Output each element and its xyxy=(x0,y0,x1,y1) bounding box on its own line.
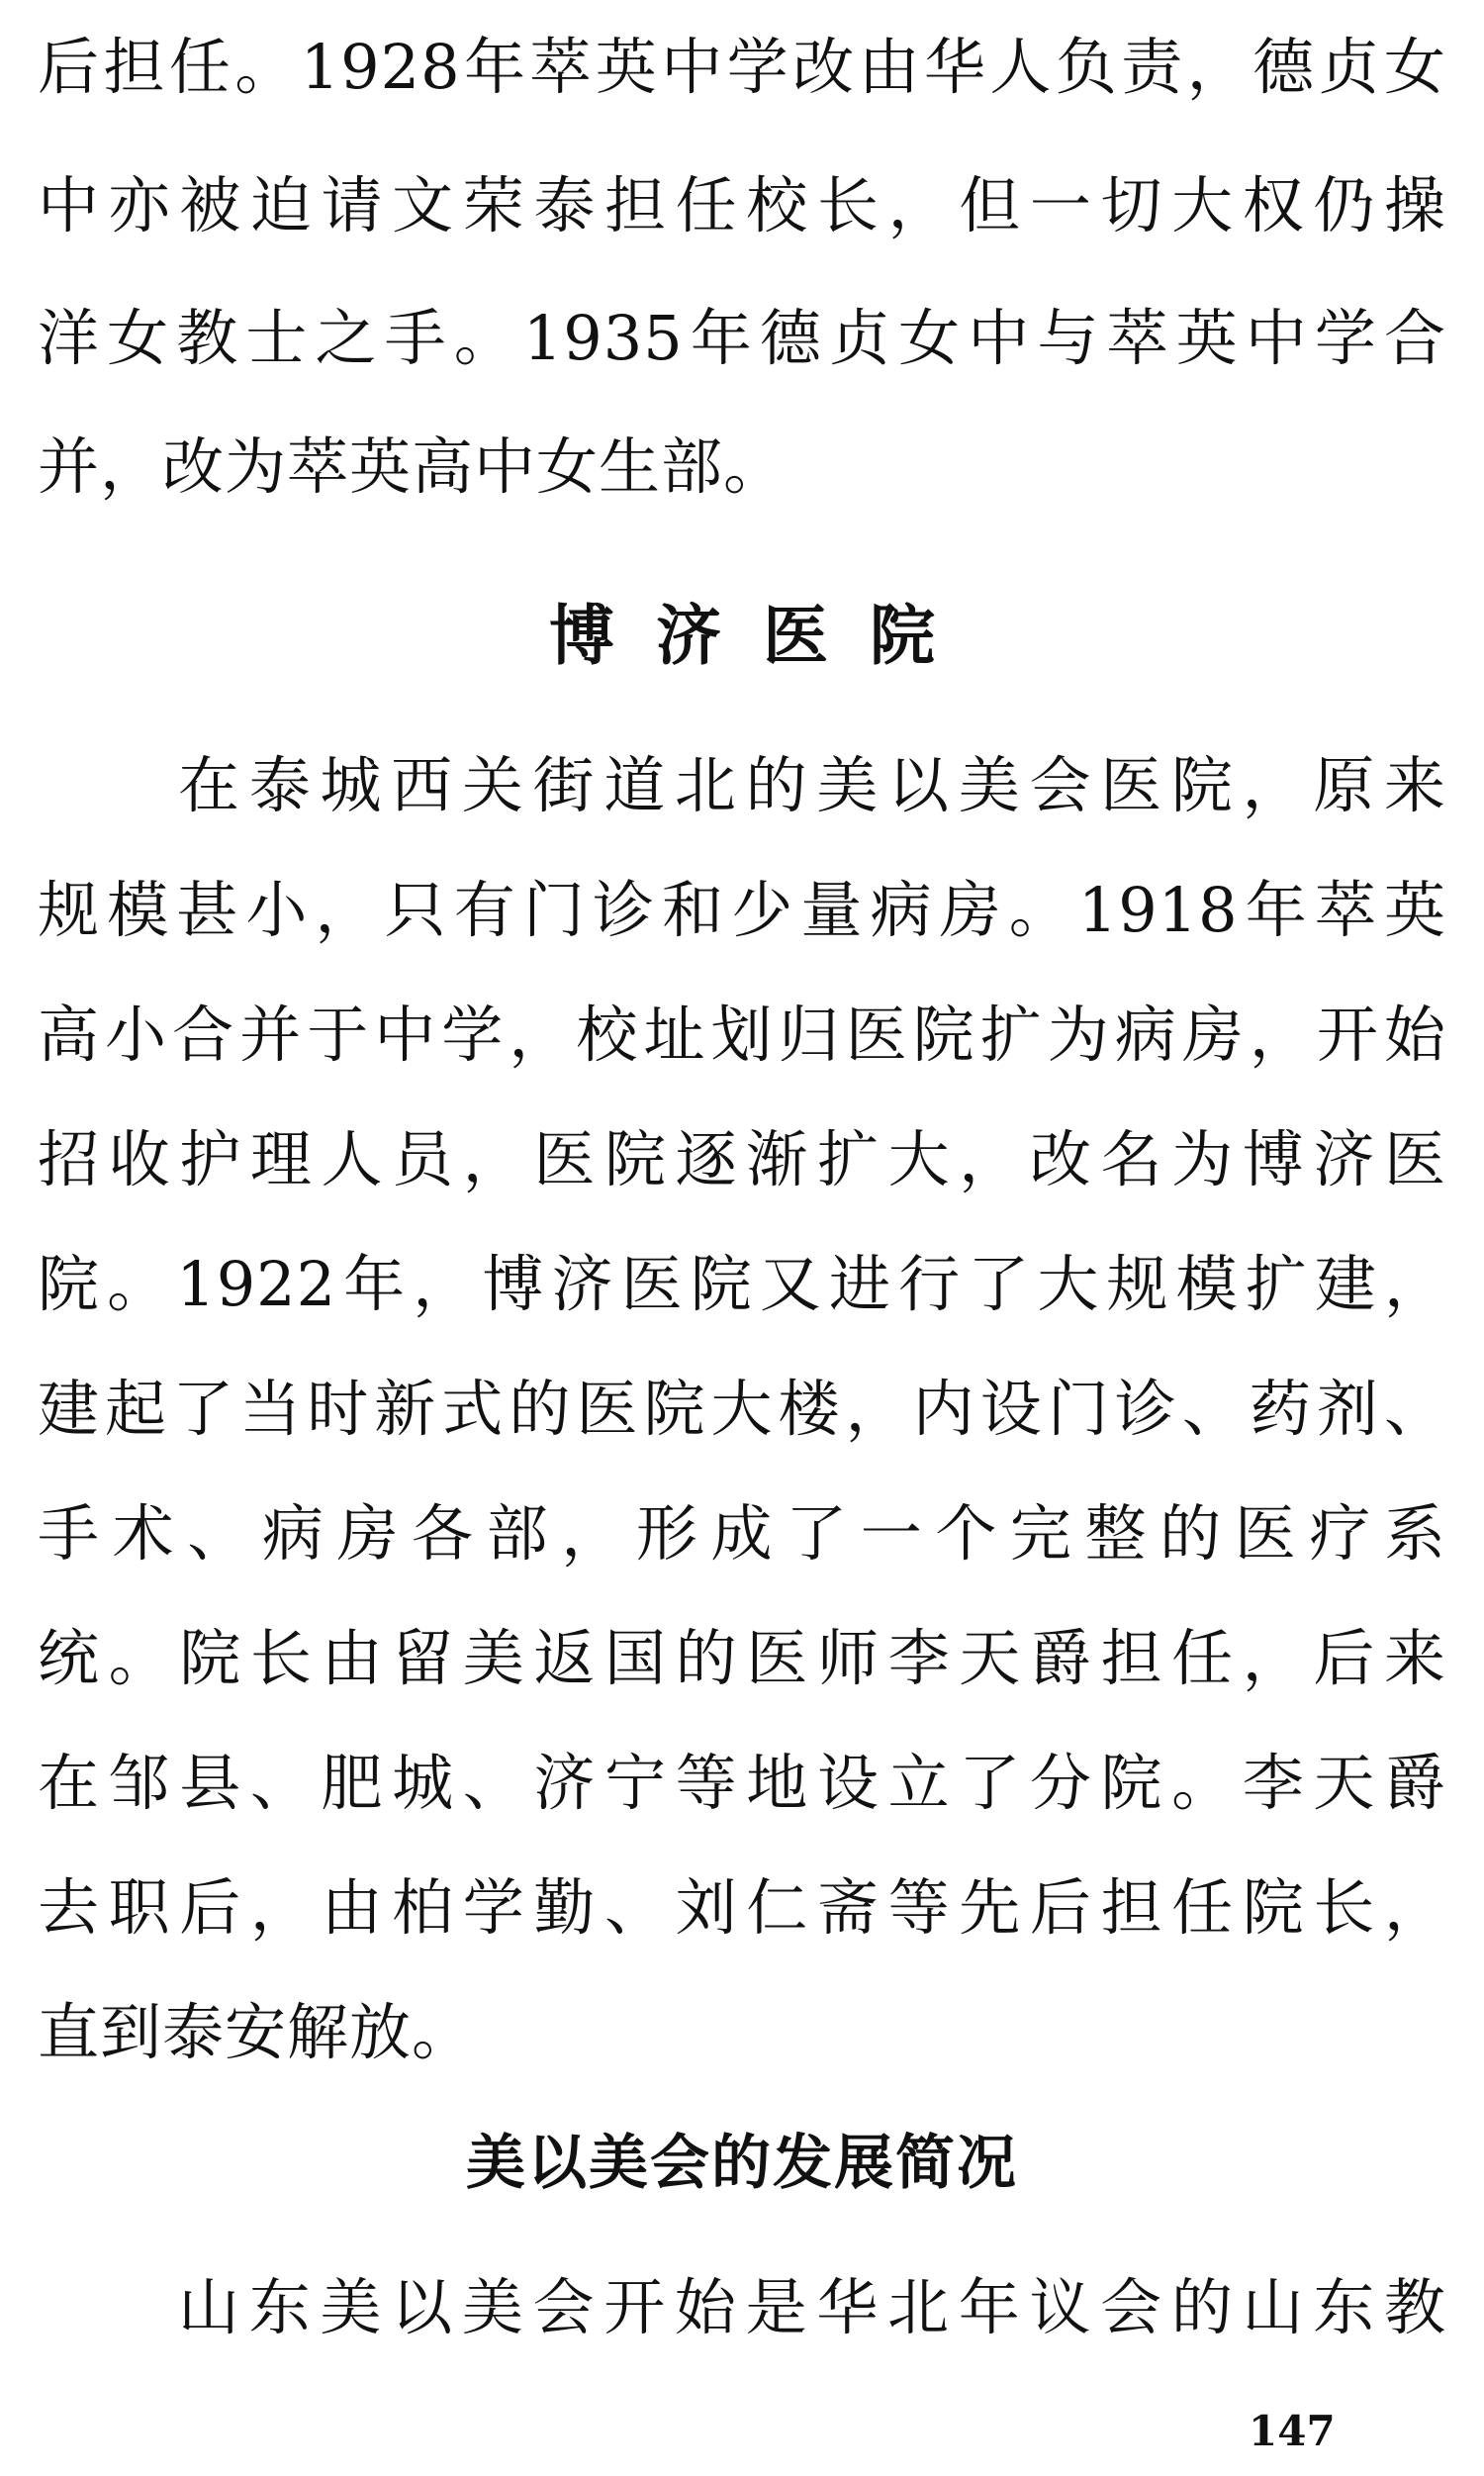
text-line: 直到泰安解放。 xyxy=(38,1996,475,2068)
page-number: 147 xyxy=(1249,2407,1336,2455)
text-line: 洋女教士之手。1935年德贞女中与萃英中学合 xyxy=(38,302,1446,374)
text-line: 统。院长由留美返国的医师李天爵担任，后来 xyxy=(38,1622,1446,1694)
text-line: 在邹县、肥城、济宁等地设立了分院。李天爵 xyxy=(38,1747,1446,1819)
text-line: 去职后，由柏学勤、刘仁斋等先后担任院长， xyxy=(38,1871,1446,1944)
text-line: 手术、病房各部，形成了一个完整的医疗系 xyxy=(38,1497,1446,1570)
text-line: 在泰城西关街道北的美以美会医院，原来 xyxy=(178,749,1446,821)
text-line: 山东美以美会开始是华北年议会的山东教 xyxy=(178,2271,1446,2343)
section-heading-hospital: 博济医院 xyxy=(549,598,976,674)
text-line: 院。1922年，博济医院又进行了大规模扩建， xyxy=(38,1248,1446,1320)
text-line: 规模甚小，只有门诊和少量病房。1918年萃英 xyxy=(38,874,1446,946)
section-heading-methodist: 美以美会的发展简况 xyxy=(466,2129,1018,2198)
text-line: 并，改为萃英高中女生部。 xyxy=(38,430,787,503)
text-line: 高小合并于中学，校址划归医院扩为病房，开始 xyxy=(38,999,1446,1071)
text-line: 后担任。1928年萃英中学改由华人负责，德贞女 xyxy=(38,31,1446,103)
text-line: 中亦被迫请文荣泰担任校长，但一切大权仍操 xyxy=(38,169,1446,241)
text-line: 招收护理人员，医院逐渐扩大，改名为博济医 xyxy=(38,1123,1446,1195)
text-line: 建起了当时新式的医院大楼，内设门诊、药剂、 xyxy=(38,1373,1446,1445)
